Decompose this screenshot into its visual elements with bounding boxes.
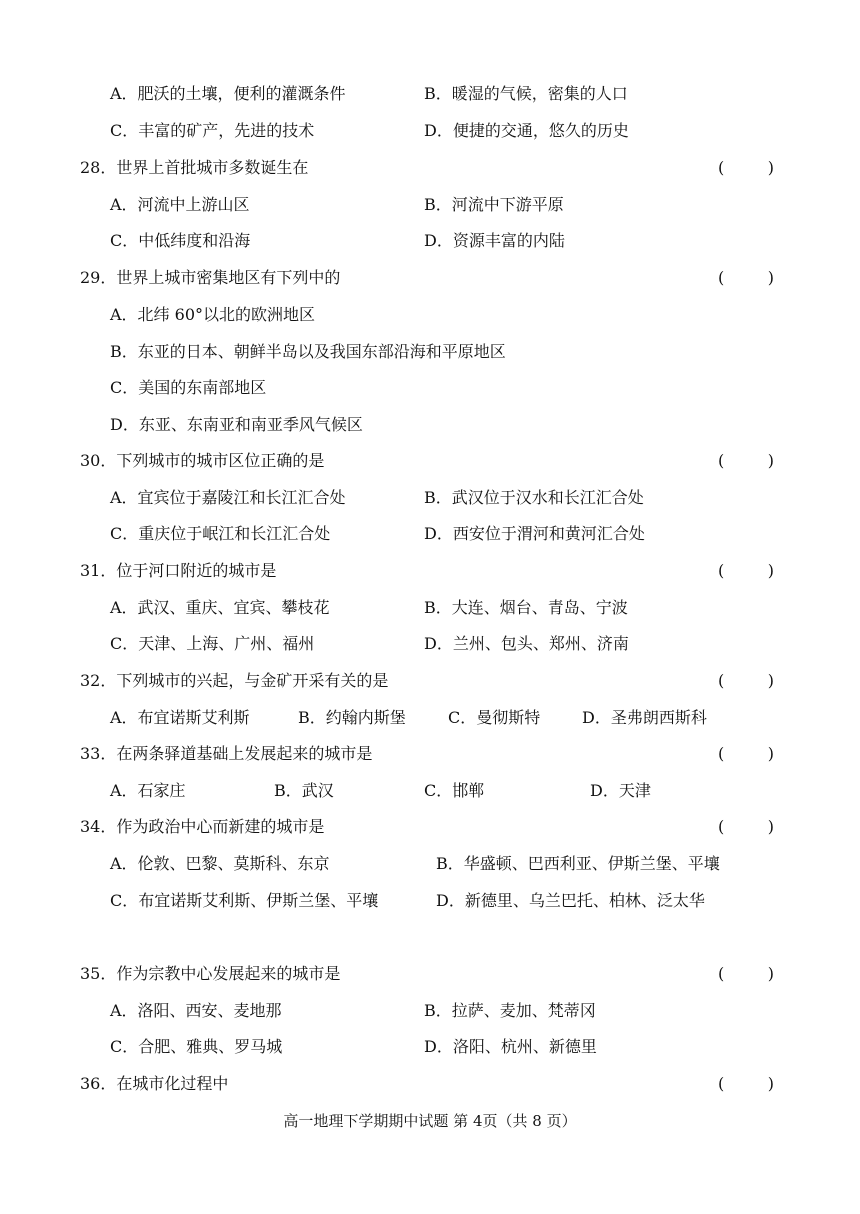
q31-stem: 31．位于河口附近的城市是: [80, 561, 277, 580]
q36-answer-paren[interactable]: [718, 1073, 774, 1095]
q29-answer-paren[interactable]: [718, 267, 774, 289]
paren-close: ): [767, 158, 774, 177]
q33-option-d: D．天津: [590, 781, 651, 800]
q35-option-a: A．洛阳、西安、麦地那: [110, 1001, 282, 1020]
q28-option-c: C．中低纬度和沿海: [110, 231, 251, 250]
q29-option-d: D．东亚、东南亚和南亚季风气候区: [110, 415, 363, 434]
q36-stem: 36．在城市化过程中: [80, 1074, 229, 1093]
q29-stem: 29．世界上城市密集地区有下列中的: [80, 268, 341, 287]
q31-option-c: C．天津、上海、广州、福州: [110, 634, 315, 653]
q34-option-c: C．布宜诺斯艾利斯、伊斯兰堡、平壤: [110, 891, 379, 910]
q31-answer-paren[interactable]: [718, 560, 774, 582]
paren-close: ): [767, 451, 774, 470]
q32-stem: 32．下列城市的兴起，与金矿开采有关的是: [80, 671, 389, 690]
page-footer: 高一地理下学期期中试题 第 4页（共 8 页）: [283, 1112, 577, 1130]
q35-option-d: D．洛阳、杭州、新德里: [424, 1037, 597, 1056]
paren-open: (: [718, 964, 725, 983]
q34-stem: 34．作为政治中心而新建的城市是: [80, 817, 325, 836]
paren-close: ): [767, 744, 774, 763]
q29-option-c: C．美国的东南部地区: [110, 378, 267, 397]
paren-open: (: [718, 268, 725, 287]
paren-close: ): [767, 1074, 774, 1093]
q31-option-b: B．大连、烟台、青岛、宁波: [424, 598, 628, 617]
q29-option-a: A．北纬 60°以北的欧洲地区: [110, 305, 316, 324]
q33-option-a: A．石家庄: [110, 781, 186, 800]
q29-option-b: B．东亚的日本、朝鲜半岛以及我国东部沿海和平原地区: [110, 342, 506, 361]
prev-option-a: A．肥沃的土壤，便利的灌溉条件: [110, 84, 346, 103]
paren-open: (: [718, 817, 725, 836]
paren-open: (: [718, 1074, 725, 1093]
q33-option-c: C．邯郸: [424, 781, 485, 800]
paren-close: ): [767, 268, 774, 287]
q33-stem: 33．在两条驿道基础上发展起来的城市是: [80, 744, 373, 763]
prev-option-d: D．便捷的交通，悠久的历史: [424, 121, 629, 140]
paren-open: (: [718, 158, 725, 177]
q34-option-b: B．华盛顿、巴西利亚、伊斯兰堡、平壤: [436, 854, 720, 873]
q34-answer-paren[interactable]: [718, 816, 774, 838]
q33-answer-paren[interactable]: [718, 743, 774, 765]
q28-option-a: A．河流中上游山区: [110, 195, 250, 214]
paren-close: ): [767, 671, 774, 690]
q31-option-a: A．武汉、重庆、宜宾、攀枝花: [110, 598, 330, 617]
paren-close: ): [767, 561, 774, 580]
q34-option-a: A．伦敦、巴黎、莫斯科、东京: [110, 854, 330, 873]
q31-option-d: D．兰州、包头、郑州、济南: [424, 634, 629, 653]
q32-option-d: D．圣弗朗西斯科: [582, 708, 707, 727]
q35-option-b: B．拉萨、麦加、梵蒂冈: [424, 1001, 596, 1020]
paren-open: (: [718, 671, 725, 690]
q30-answer-paren[interactable]: [718, 450, 774, 472]
q28-option-b: B．河流中下游平原: [424, 195, 564, 214]
paren-open: (: [718, 451, 725, 470]
paren-open: (: [718, 744, 725, 763]
q28-answer-paren[interactable]: [718, 157, 774, 179]
paren-close: ): [767, 817, 774, 836]
q30-option-d: D．西安位于渭河和黄河汇合处: [424, 524, 645, 543]
q30-stem: 30．下列城市的城市区位正确的是: [80, 451, 325, 470]
q32-option-b: B．约翰内斯堡: [298, 708, 406, 727]
paren-open: (: [718, 561, 725, 580]
q35-option-c: C．合肥、雅典、罗马城: [110, 1037, 283, 1056]
q30-option-b: B．武汉位于汉水和长江汇合处: [424, 488, 644, 507]
prev-option-c: C．丰富的矿产，先进的技术: [110, 121, 315, 140]
prev-option-b: B．暖湿的气候，密集的人口: [424, 84, 628, 103]
q28-stem: 28．世界上首批城市多数诞生在: [80, 158, 309, 177]
q32-answer-paren[interactable]: [718, 670, 774, 692]
q35-stem: 35．作为宗教中心发展起来的城市是: [80, 964, 341, 983]
q30-option-c: C．重庆位于岷江和长江汇合处: [110, 524, 331, 543]
paren-close: ): [767, 964, 774, 983]
q32-option-c: C．曼彻斯特: [448, 708, 541, 727]
q30-option-a: A．宜宾位于嘉陵江和长江汇合处: [110, 488, 346, 507]
q28-option-d: D．资源丰富的内陆: [424, 231, 565, 250]
q35-answer-paren[interactable]: [718, 963, 774, 985]
q32-option-a: A．布宜诺斯艾利斯: [110, 708, 250, 727]
q34-option-d: D．新德里、乌兰巴托、柏林、泛太华: [436, 891, 705, 910]
q33-option-b: B．武汉: [274, 781, 334, 800]
